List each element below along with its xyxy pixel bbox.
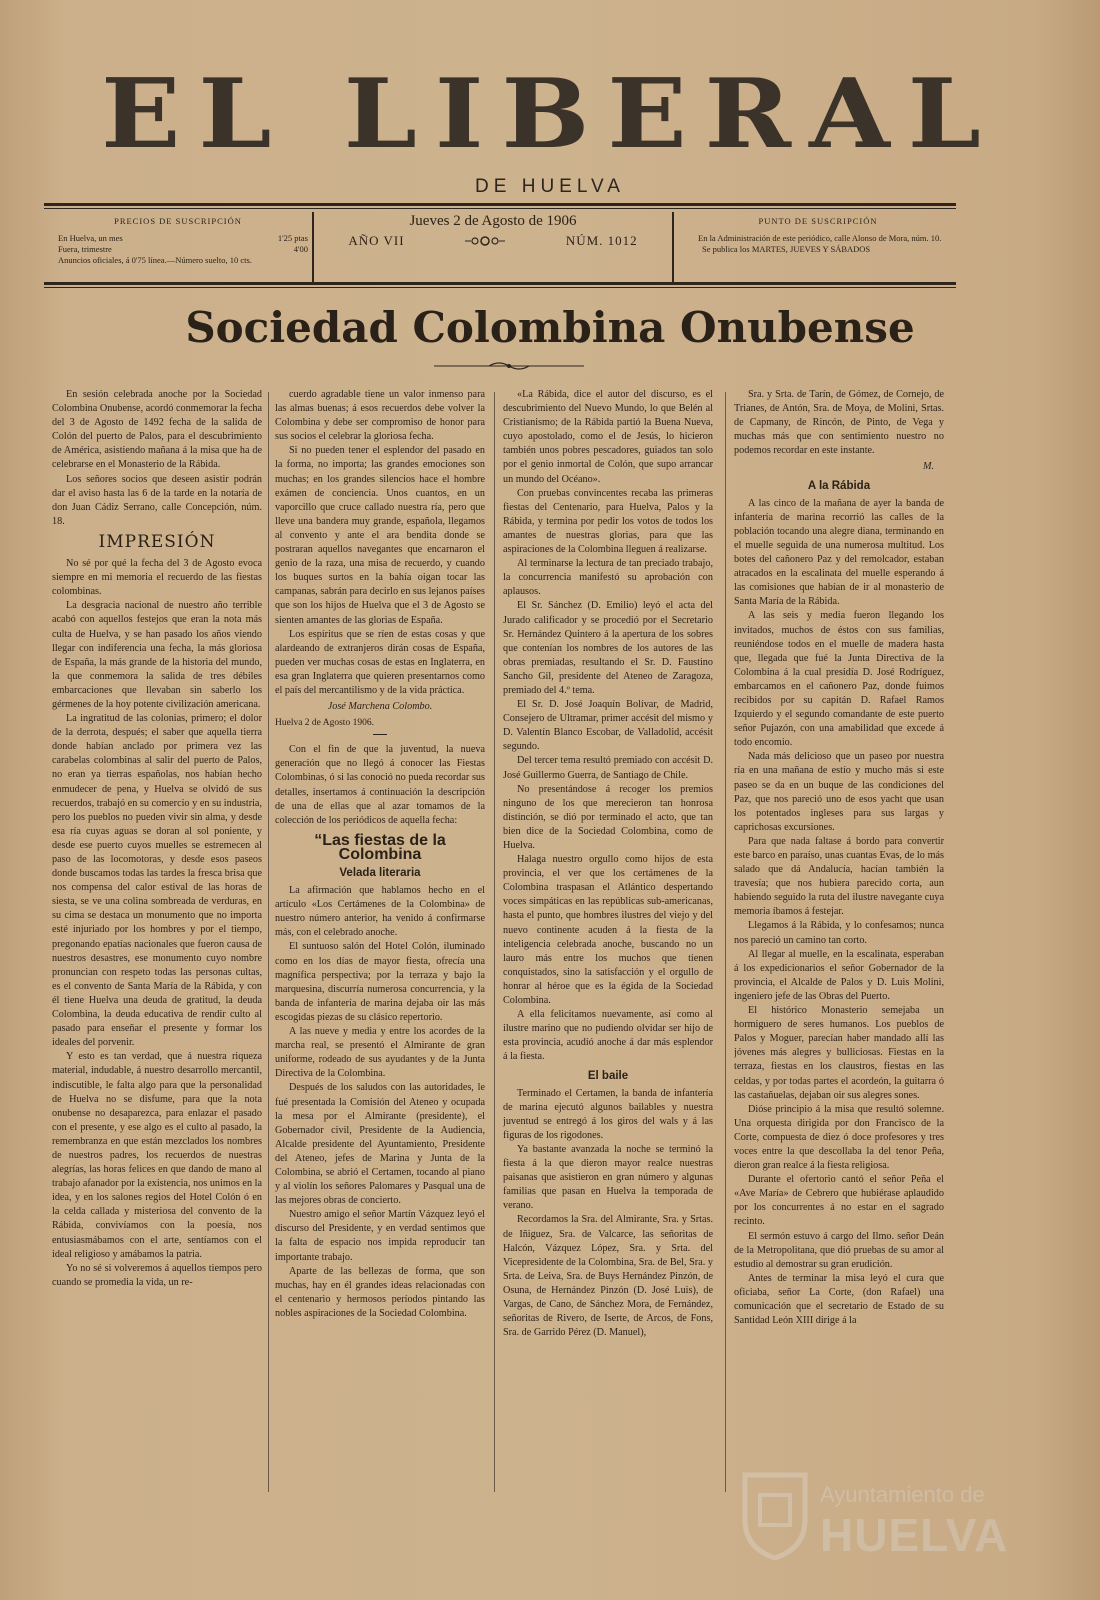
watermark-line2: HUELVA [820,1509,1009,1561]
top-rule [44,203,956,206]
paragraph: El Sr. D. José Joaquín Bolívar, de Madrid, Consejero de Ultramar, primer accésit del mismo y D. Valentín Blanco Escobar, de Valladolid, accésit segundo. [503,699,713,753]
paragraph: Al terminarse la lectura de tan preciado trabajo, la concurrencia manifestó su aprobación con aplausos. [503,558,713,598]
paragraph: Al llegar al muelle, en la escalinata, esperaban á los expedicionarios el señor Gobernador de la provincia, el Alcalde de Palos y D. Luis Molini, ingeniero jefe de las Obras del Puerto. [734,948,944,1002]
ornament-icon [465,235,505,247]
prices-header: PRECIOS DE SUSCRIPCIÓN [114,216,242,226]
price-value: 1'25 ptas [277,233,308,243]
article-subtitle: A la Rábida [807,479,871,492]
paragraph: Después de los saludos con las autoridades, le fué presentada la Comisión del Ateneo y ocupada la mesa por el Almirante (presidente), el Gobernador civil, Presidente de la Audiencia, Alcalde presidente del Ayuntamiento, Presidente del Ateneo, jefes de Marina y Junta de la Colombina, se abrió el Certamen, tocando al piano y al violín los señores Palomares y Pasqual una de las mejores obras de concierto. [275,1082,485,1207]
divider [373,734,387,735]
price-value: 4'00 [293,244,308,254]
paragraph: No sé por qué la fecha del 3 de Agosto evoca siempre en mi memoria el recuerdo de las fiestas colombinas. [52,558,262,598]
paragraph: Dióse principio á la misa que resultó solemne. Una orquesta dirigida por don Francisco de la Corte, compuesta de diez ó doce profesores y tres voces entre la que descollaba la del tenor Peña, dieron gran realce á la fiesta religiosa. [734,1103,944,1172]
paragraph: La ingratitud de las colonias, primero; el dolor de la derrota, después; el saber que aquella tierra donde habían anclado por primera vez las carabelas colombinas al salir del puerto de Palos, no eran ya tierras españolas, nos habían hecho enmudecer de pena, y Huelva se olvidó de sus recuerdos, trabajó en su comercio y en su industria, pero los pueblos no pueden vivir sin alma, y desde esa ría cuyas aguas se doran al sol poniente, y desde ese puerto cuyos muelles se estremecen al paso de las locomotoras, y desde esos paseos donde buscamos todas las tardes la fresca brisa que nos compensa del calor estival de las horas de siesta, se ve una colina sombreada de verduras, en su cima se destaca un monumento que no importa esté injuriado por los hombres y por el tiempo, pregonando epatías nacionales que fueron causa de nuestros desastres, ese monumento cuyo nombre pronuncian con respeto todas las personas cultas, es el convento de Santa María de la Rábida, y con él tiene Huelva una deuda de gratitud, la deuda Colombina, la deuda educativa de rendir culto al pasado para enseñar el presente y formar los ideales del porvenir. [52,713,262,1049]
issue-date: Jueves 2 de Agosto de 1906 [409,213,577,229]
paragraph: El sermón estuvo á cargo del Ilmo. señor Deán de la Metropolitana, que dió pruebas de su amor al estudio al demostrar su gran erudición. [734,1230,944,1270]
paragraph: Para que nada faltase á bordo para convertir este barco en paraíso, unas cuantas Evas, de lo más salado que dá Andalucía, hacían también la travesía; que nos hubiera parecido corta, aun habiendo seguido la ruta del ilustre navegante cuya memoria íbamos á festejar. [734,835,944,918]
paragraph: Con pruebas convincentes recaba las primeras fiestas del Centenario, para Huelva, Palos y la Rábida, y termina por pedir los votos de todos los amantes de nuestras glorias, para que las aspiraciones de la Colombina lleguen á realizarse. [503,487,713,556]
price-row [44,233,312,244]
paragraph: Nada más delicioso que un paseo por nuestra ría en una mañana de estío y mucho más si este paseo se da en un buque de las condiciones del Paz, que nos pareció uno de esos yacht que usan los potentados ingleses para sus largas y caprichosas excursiones. [734,751,944,833]
paragraph: El Sr. Sánchez (D. Emilio) leyó el acta del Jurado calificador y se procedió por el Secretario Sr. Hernández Quintero á la apertura de los sobres que contenían los nombres de los autores de las obras premiadas, resultando el Sr. D. Faustino Sancho Gil, presidente del Ateneo de Zaragoza, premiado del 4.º tema. [503,600,713,696]
paragraph: Con el fin de que la juventud, la nueva generación que no llegó á conocer las Fiestas Colombinas, ó si las conoció no pueda recordar sus detalles, insertamos á continuación la descripción de una de ellas que al azar tomamos de la colección de los periódicos de aquella fecha: [275,744,485,826]
column-3 [503,388,713,1568]
subscription-bar [44,212,956,282]
column-divider [268,392,269,1492]
article-title: “Las fiestas de la Colombina [314,831,446,863]
paragraph: Yo no sé si volveremos á aquellos tiempos pero cuando se promedia la vida, un re- [52,1262,262,1288]
paragraph: Nuestro amigo el señor Martín Vázquez leyó el discurso del Presidente, y en verdad sentimos que la falta de espacio nos impida reproducir tan importante trabajo. [275,1209,485,1263]
paragraph: No presentándose á recoger los premios ninguno de los que merecieron tan honrosa distinción, se dió por terminado el acto, que tan bien dice de la Sociedad Colombina, como de Huelva. [503,783,713,851]
subscription-prices [44,212,312,282]
paragraph: Si no pueden tener el esplendor del pasado en la forma, no importa; las grandes emociones son muchas; en los grandes silencios hace el hombre exámen de conciencia. Unos cuantos, en un vaporcillo que cruce callado nuestra ría, pero que lleve una bandera muy grande, española, llegamos al convento y ante el ara bendita donde se postraran aquellos navegantes que encarnaron el genio de la raza, una misa de recuerdo, y cuando los buques surtos en la bahía oigan tocar las campanas, sabrán para decirlo en sus lejanos países que son los hijos de Huelva que el 3 de Agosto se sienten amantes de las glorias de España. [275,445,485,626]
paragraph: A las seis y media fueron llegando los invitados, muchos de éstos con sus familias, reuniéndose todos en el muelle de madera hasta que, llegada que fué la Junta Directiva de la Colombina á la cual presidía D. José Rodríguez, embarcamos en el cañonero Paz, donde fuimos recibidos por su capitán D. Rafael Ramos Izquierdo y el segundo comandante de este puerto señor Pujazón, con una amabilidad que excede á todo encomio. [734,610,944,749]
paragraph: «La Rábida, dice el autor del discurso, es el descubrimiento del Nuevo Mundo, lo que Belén al Cristianismo; de la Rábida partió la Buena Nueva, cuyo apostolado, como el de Jesús, lo hicieron también unos pobres pescadores, guiados tan solo por el genio inmortal de Colón, que supo arrancar un mundo del Océano». [503,389,713,485]
paragraph: El histórico Monasterio semejaba un hormiguero de seres humanos. Los pueblos de Palos y Moguer, parecían haber mandado allí las jóvenes más alegres y bulliciosas. Fiestas en la terraza, fiestas en los claustros, fiestas en las celdas, y por todas partes el acordeón, la guitarra ó las castañuelas, dejaban oir sus alegres sones. [734,1005,944,1101]
paragraph: Ya bastante avanzada la noche se terminó la fiesta á la que dieron mayor realce nuestras paisanas que asistieron en gran número y algunas familias que pasan en Huelva la temporada de verano. [503,1143,713,1212]
paragraph: cuerdo agradable tiene un valor inmenso para las almas buenas; á esos recuerdos debe volver la Colombina y debe ser compromiso de honor para sus socios el celebrar la gloriosa fecha. [275,389,485,443]
subscription-point [680,212,956,282]
flourish-icon [434,360,584,372]
column-divider [494,392,495,1492]
paragraph: Terminado el Certamen, la banda de infantería de marina ejecutó algunos bailables y nuestra juventud se entregó á los giros del wals y á las figuras de los rigodones. [503,1087,713,1141]
dateline: Huelva 2 de Agosto 1906. [275,718,374,729]
paragraph: En sesión celebrada anoche por la Sociedad Colombina Onubense, acordó conmemorar la fecha del 3 de Agosto de 1492 fecha de la salida de Colón del puerto de Palos, para el descubrimiento de América, asistiendo mañana á la misa que ha de celebrarse en el Monasterio de la Rábida. [52,389,262,471]
issue-number: NÚM. 1012 [565,233,638,248]
column-2 [275,388,485,1568]
point-address: En la Administración de este periódico, calle Alonso de Mora, núm. 10. [698,233,942,243]
masthead-subtitle: DE HUELVA [475,176,625,197]
issue-info [318,212,668,282]
signature: José Marchena Colombo. [327,701,433,713]
paragraph: Halaga nuestro orgullo como hijos de esta provincia, el ver que los certámenes de la Colombina traspasan el Atlántico despertando voces simpáticas en las repúblicas sub-americanas, hasta el punto, que hombres ilustres del viejo y del nuevo continente acuden á la fiesta de la inteligencia celebrada anoche, buscando no un lauro más entre los muchos que tienen conquistados, sino la satisfacción y el orgullo de honrar al héroe que es la égida de la Sociedad Colombina. [503,854,713,1007]
paragraph: Los señores socios que deseen asistir podrán dar el aviso hasta las 6 de la tarde en la notaría de don Juan Cádiz Serrano, calle Concepción, núm. 18. [52,473,262,527]
bottom-rule [44,282,956,285]
price-label: En Huelva, un mes [58,233,123,243]
article-subtitle: Velada literaria [339,867,421,879]
point-header: PUNTO DE SUSCRIPCIÓN [758,216,878,226]
info-divider [312,212,314,282]
column-4 [734,388,944,1568]
paragraph: La afirmación que hablamos hecho en el artículo «Los Certámenes de la Colombina» de nuestro número anterior, ha venido á confirmarse más, con el celebrado anoche. [275,885,485,939]
info-divider [672,212,674,282]
paragraph: Y esto es tan verdad, que á nuestra riqueza material, indudable, á nuestro desarrollo mercantil, indiscutible, le falta algo para que la personalidad de Huelva no se disfume, para que la nota onubense no desaparezca, para enlazar el pasado con el presente, y ese algo es el culto al pasado, la remembranza en que están mezclados los nombres de nuestros padres, los recuerdos de nuestras alegrías, las horas felices en que dando de mano al trabajo afanador por la existencia, nos unimos en la idea, y en los salones regios del Hotel Colón ó en la celda callada y misteriosa del convento de la Rábida, convivíamos con la poesía, nos entusiasmábamos con el arte, sentíamos con el ideal religioso y amábamos la patria. [52,1051,262,1260]
paragraph: La desgracia nacional de nuestro año terrible acabó con aquellos festejos que eran la nota más culta de Huelva, y se han pasado los años viendo llegar con indiferencia una fecha, la más gloriosa de España, la más grande de la historia del mundo, la que conmemora la salida de tres débiles embarcaciones que llevaban sin saberlo los gérmenes de la hoy potente civilización americana. [52,600,262,710]
paragraph: El suntuoso salón del Hotel Colón, iluminado como en los días de mayor fiesta, ofrecía una magnífica perspectiva; por la terraza y bajo la marquesina, discurría numerosa concurrencia, y la banda de infantería de marina dejaba oir las más escogidas piezas de su clásico repertorio. [275,941,485,1023]
column-divider [725,392,726,1492]
article-subtitle: El baile [587,1069,629,1082]
section-title: IMPRESIÓN [98,531,216,552]
paragraph: Aparte de las bellezas de forma, que son muchas, hay en él grandes ideas relacionadas con el centenario y hermosos períodos pintando las nobles aspiraciones de la Sociedad Colombina. [275,1265,485,1319]
paragraph: Recordamos la Sra. del Almirante, Sra. y Srtas. de Iñiguez, Sra. de Valcarce, las señoritas de Halcón, Vázquez López, Sra. y Srta. del Vicepresidente de la Colombina, Sra. de Bel, Sra. y Srta. de Leiva, Sra. de Buys Hernández Pinzón, de Osuna, de Hernández Pinzón (D. José Luis), de Vargas, de Cano, de Sánchez Mora, de Fernández, señoritas de Rivero, de Iserte, de Arcos, de Fons, Sra. de Garrido Pérez (D. Manuel), [503,1214,713,1339]
price-label: Fuera, trimestre [58,244,112,254]
paragraph: A las nueve y media y entre los acordes de la marcha real, se presentó el Almirante de gran uniforme, rodeado de sus ayudantes y de la Junta Directiva de la Colombina. [275,1026,485,1080]
watermark [740,1470,1080,1570]
paragraph: Durante el ofertorio cantó el señor Peña el «Ave María» de Cebrero que hubiérase aplaudido por los concurrentes á no estar en el sagrado recinto. [734,1174,944,1228]
paragraph: Antes de terminar la misa leyó el cura que oficiaba, señor La Corte, (don Rafael) una comunicación que el secretario de Estado de su Santidad León XIII dirige á la [734,1272,944,1327]
shield-icon [740,1470,810,1560]
paragraph: A ella felicitamos nuevamente, así como al ilustre marino que no pudiendo olvidar ser hijo de esta provincia, acudió anoche á dar más esplendor á la fiesta. [503,1009,713,1063]
paragraph: Los espíritus que se ríen de estas cosas y que alardeando de extranjeros dirán cosas de España, pueden ver muchas cosas de estas en Inglaterra, en esa gran Inglaterra que quieren presentarnos como el país del mercantilismo y de la vida práctica. [275,628,485,696]
column-1 [52,388,262,1568]
bottom-rule-thin [44,287,956,288]
issue-numbers [318,235,668,247]
watermark-line1: Ayuntamiento de [820,1482,985,1507]
publication-days: Se publica los MARTES, JUEVES Y SÁBADOS [702,244,871,254]
paragraph: Del tercer tema resultó premiado con accésit D. José Guillermo Guerra, de Santiago de Chile. [503,755,713,781]
top-rule-thin [44,208,956,209]
paragraph: Sra. y Srta. de Tarín, de Gómez, de Cornejo, de Trianes, de Antón, Sra. de Moya, de Molini, Srtas. de Capmany, de Rincón, de Pinto, de Vega y muchas más que con sentimiento nuestro no podemos recordar en este instante. [734,389,944,457]
price-row [44,244,312,255]
masthead-title: EL LIBERAL [101,56,999,171]
paragraph: A las cinco de la mañana de ayer la banda de infantería de marina recorrió las calles de la población tocando una alegre diana, terminando en el muelle seguida de una numerosa multitud. Los botes del cañonero Paz y del remolcador, estaban atracados en la escalinata del muelle esperando á las comisiones que habían de ir al monasterio de Santa María de la Rábida. [734,497,944,608]
issue-year: AÑO VII [348,233,405,248]
main-headline: Sociedad Colombina Onubense [185,303,915,352]
paragraph: Llegamos á la Rábida, y lo confesamos; nunca nos pareció un camino tan corto. [734,920,944,946]
signature: M. [922,461,934,473]
ads-price: Anuncios oficiales, á 0'75 línea.—Número suelto, 10 cts. [58,255,252,265]
